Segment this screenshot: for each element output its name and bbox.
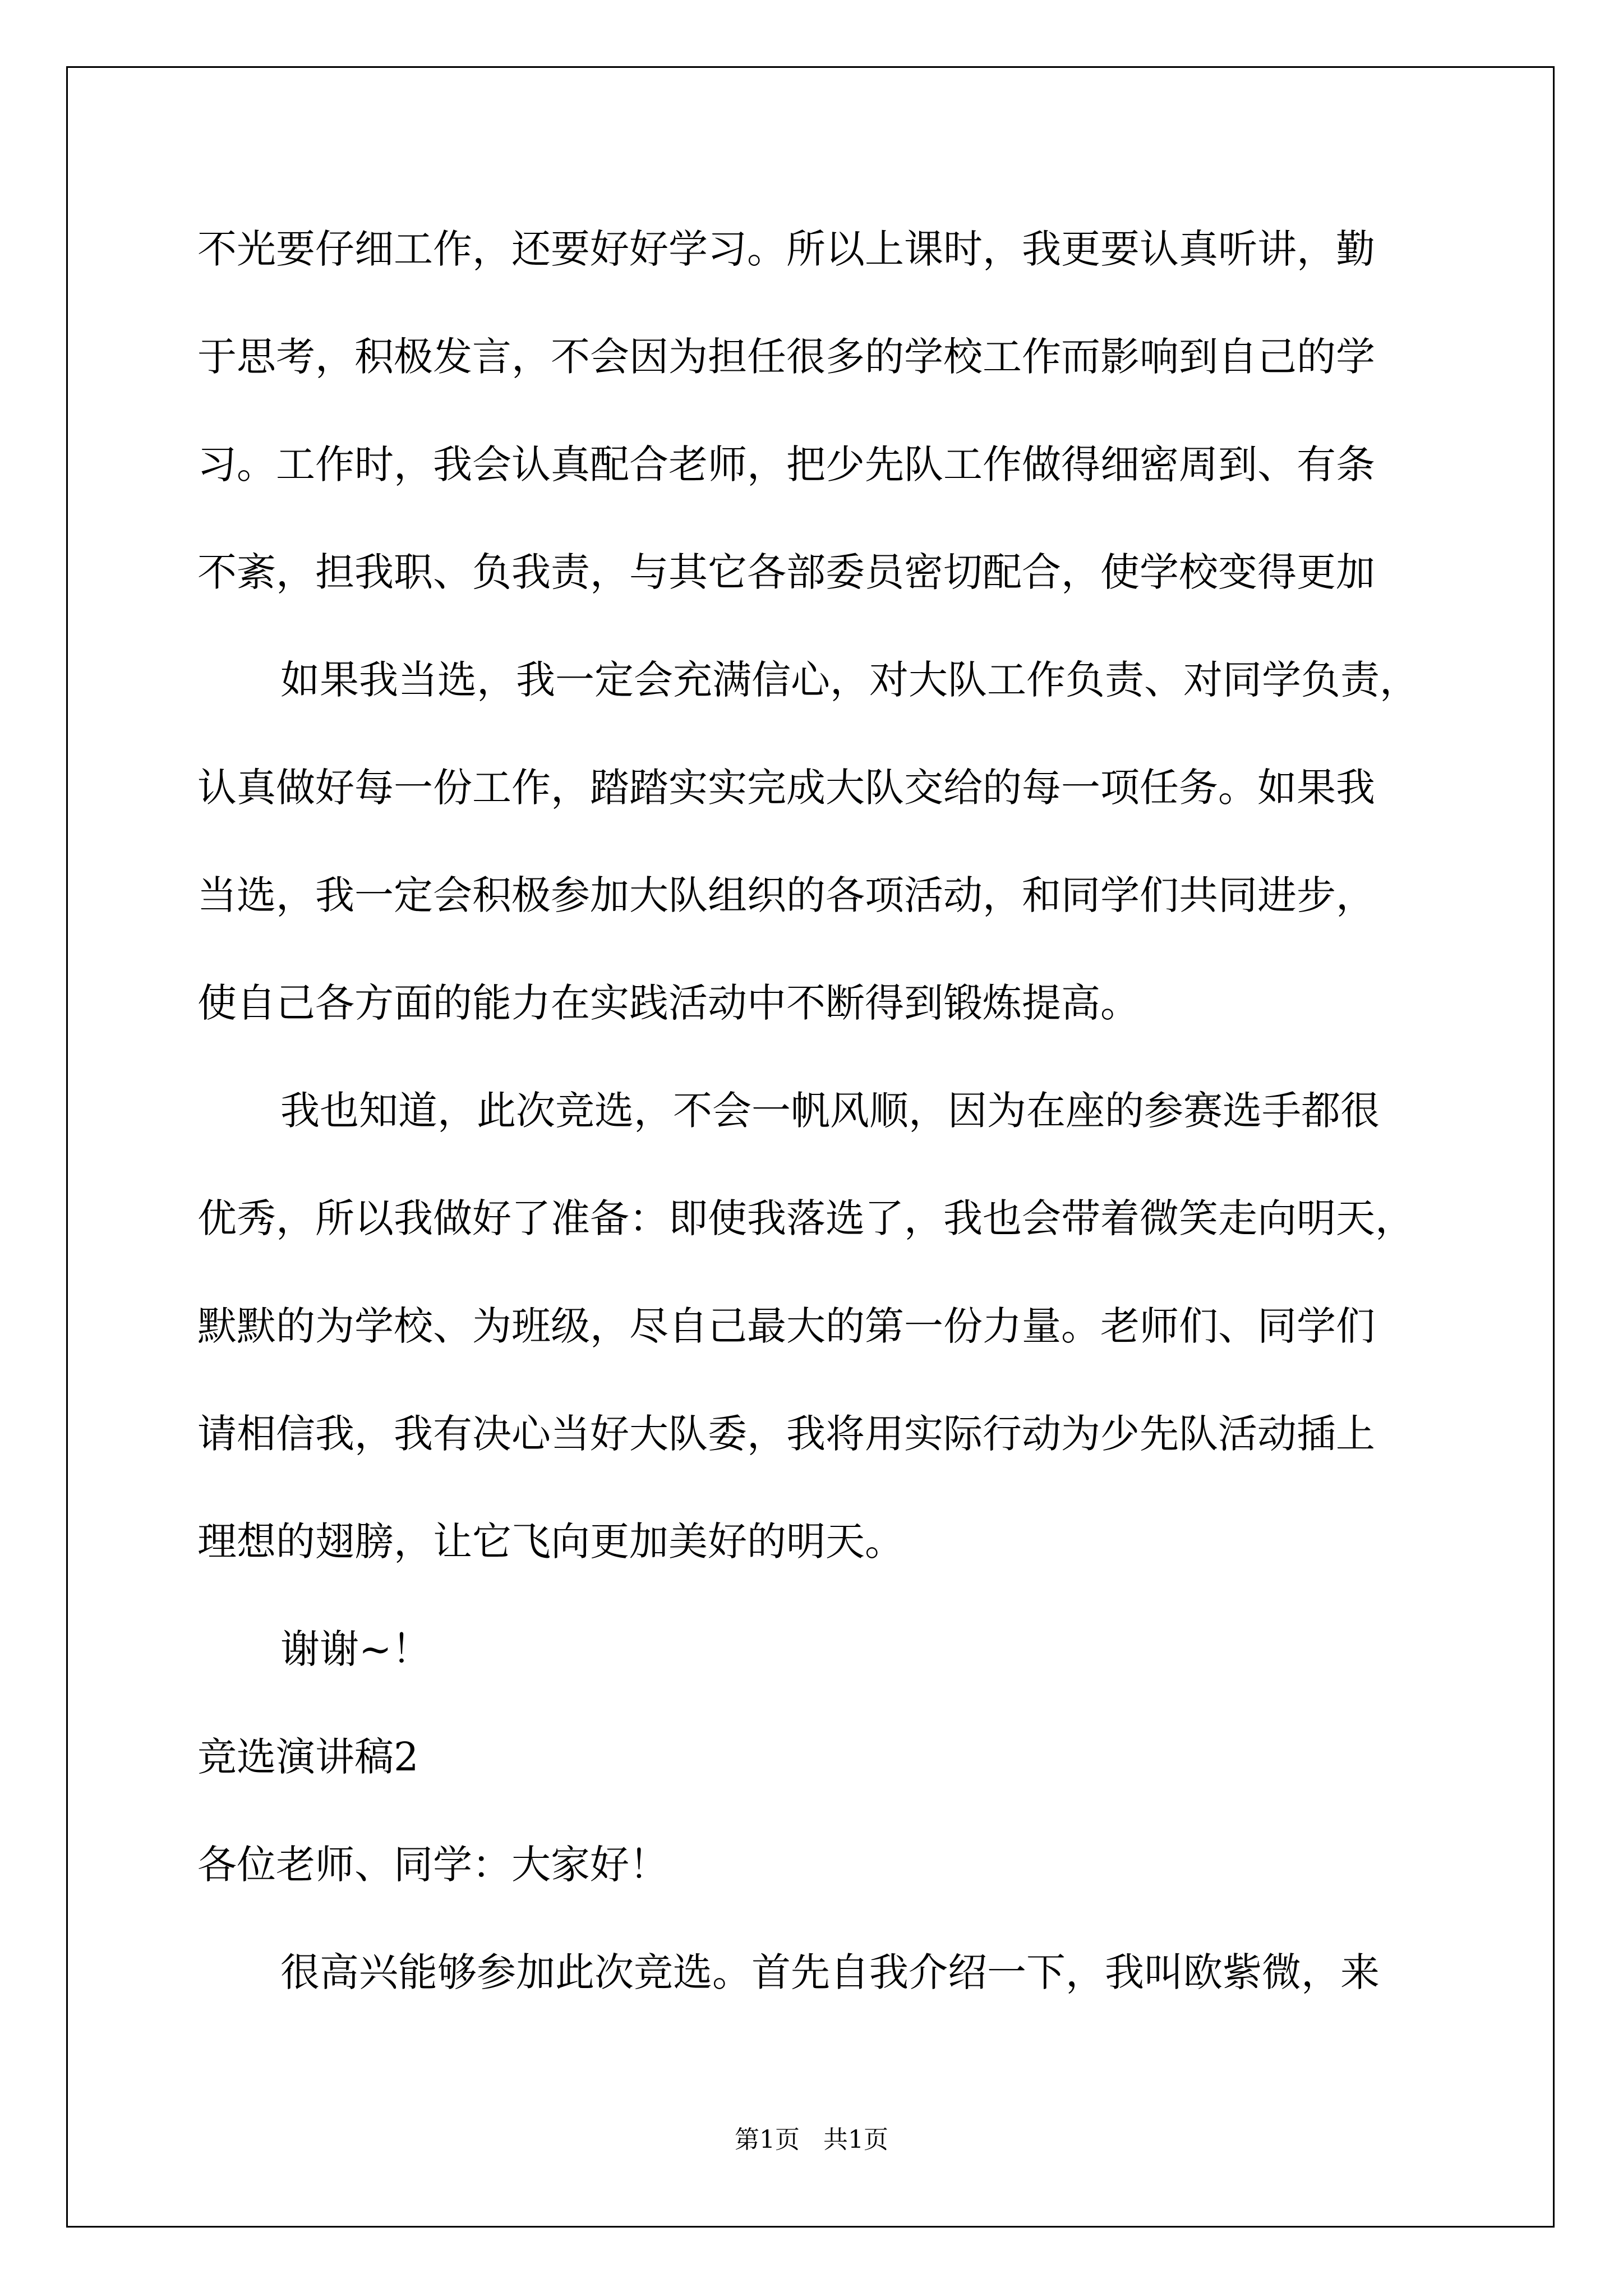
- body-line: 认真做好每一份工作，踏踏实实完成大队交给的每一项任务。如果我: [197, 765, 1375, 811]
- body-line: 于思考，积极发言，不会因为担任很多的学校工作而影响到自己的学: [197, 334, 1375, 380]
- body-line: 不光要仔细工作，还要好好学习。所以上课时，我更要认真听讲，勤: [197, 226, 1375, 272]
- thanks-line: 谢谢~！: [280, 1626, 431, 1672]
- greeting-line: 各位老师、同学：大家好！: [197, 1842, 668, 1888]
- section-heading: 竞选演讲稿2: [197, 1734, 419, 1780]
- paragraph-start-line: 如果我当选，我一定会充满信心，对大队工作负责、对同学负责，: [280, 657, 1419, 703]
- paragraph-start-line: 很高兴能够参加此次竞选。首先自我介绍一下，我叫欧紫微，来: [280, 1949, 1380, 1995]
- body-line: 优秀，所以我做好了准备：即使我落选了，我也会带着微笑走向明天，: [197, 1195, 1414, 1241]
- body-line: 习。工作时，我会认真配合老师，把少先队工作做得细密周到、有条: [197, 441, 1375, 487]
- body-line: 当选，我一定会积极参加大队组织的各项活动，和同学们共同进步，: [197, 872, 1375, 918]
- body-line: 默默的为学校、为班级，尽自己最大的第一份力量。老师们、同学们: [197, 1303, 1375, 1349]
- page-footer: 第1页 共1页: [735, 2125, 888, 2154]
- body-line: 使自己各方面的能力在实践活动中不断得到锻炼提高。: [197, 980, 1140, 1026]
- body-line: 不紊，担我职、负我责，与其它各部委员密切配合，使学校变得更加: [197, 549, 1375, 595]
- paragraph-start-line: 我也知道，此次竞选，不会一帆风顺，因为在座的参赛选手都很: [280, 1088, 1380, 1134]
- body-line: 请相信我，我有决心当好大队委，我将用实际行动为少先队活动插上: [197, 1411, 1375, 1457]
- body-line: 理想的翅膀，让它飞向更加美好的明天。: [197, 1519, 904, 1565]
